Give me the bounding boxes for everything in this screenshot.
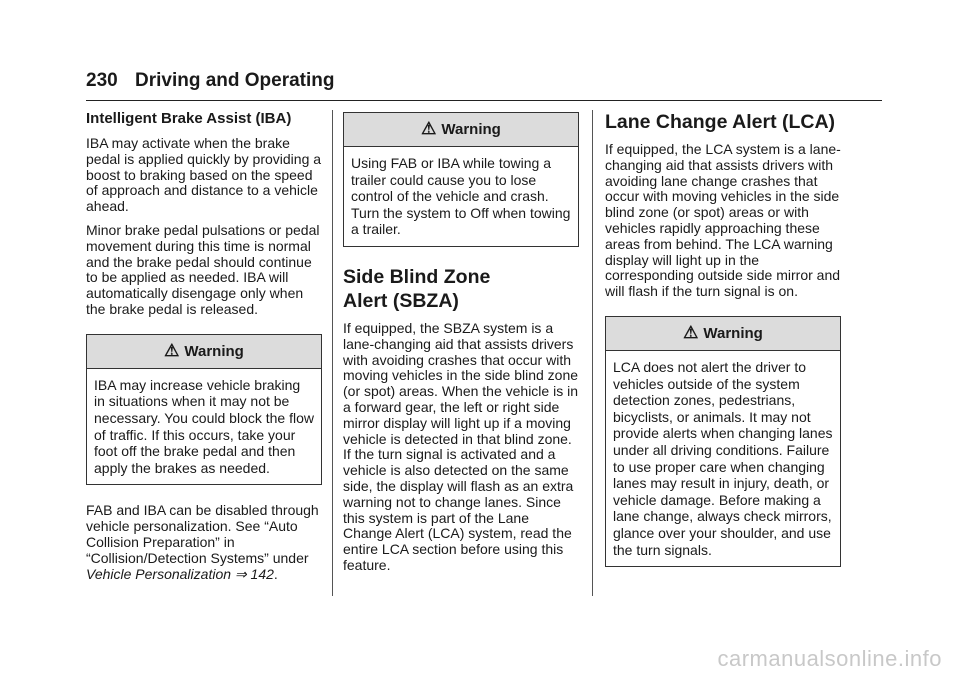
column-2 bbox=[343, 110, 579, 582]
iba-paragraph-2: Minor brake pedal pulsations or pedal movement during this time is normal and the brake pedal should continue to be applied as needed. IBA will automatically disengage only when the brake pedal is released. bbox=[86, 221, 320, 317]
page-arrow-icon: ⇒ bbox=[234, 565, 247, 582]
sbza-heading-line-2: Alert (SBZA) bbox=[343, 289, 459, 312]
page-header bbox=[86, 70, 335, 92]
sbza-heading bbox=[343, 265, 579, 313]
page-number: 230 bbox=[86, 70, 118, 91]
lca-warning-box bbox=[605, 316, 841, 567]
iba-warning-box bbox=[86, 334, 322, 486]
iba-paragraph-1: IBA may activate when the brake pedal is applied quickly by providing a boost to braking based on the speed of approach and distance to a vehicle ahead. bbox=[86, 135, 322, 215]
sbza-heading-line-1: Side Blind Zone bbox=[343, 265, 491, 288]
warning-header bbox=[87, 335, 321, 369]
warning-triangle-icon: ⚠ bbox=[683, 322, 699, 342]
watermark: carmanualsonline.info bbox=[717, 646, 942, 671]
column-1 bbox=[86, 110, 322, 590]
column-3 bbox=[605, 110, 841, 585]
towing-warning-box bbox=[343, 112, 579, 247]
iba-paragraph-3 bbox=[86, 503, 322, 582]
warning-title: Warning bbox=[441, 121, 501, 138]
warning-triangle-icon: ⚠ bbox=[421, 119, 437, 138]
warning-header bbox=[606, 317, 840, 351]
warning-triangle-icon: ⚠ bbox=[164, 340, 180, 360]
column-divider-right bbox=[592, 110, 593, 596]
lca-heading: Lane Change Alert (LCA) bbox=[605, 111, 836, 133]
xref-title: Vehicle Personalization bbox=[86, 565, 232, 582]
warning-body: Using FAB or IBA while towing a trailer could cause you to lose control of the vehicle and crash. Turn the system to Off when towing a trailer. bbox=[351, 155, 571, 238]
header-rule bbox=[86, 100, 882, 101]
vehicle-personalization-link[interactable] bbox=[86, 566, 274, 582]
iba-paragraph-3-end: . bbox=[273, 565, 278, 582]
section-title: Driving and Operating bbox=[134, 70, 335, 91]
iba-paragraph-3-text: FAB and IBA can be disabled through vehicle personalization. See “Auto Collision Preparation” in “Collision/Detection Systems” under bbox=[86, 502, 319, 566]
warning-body: LCA does not alert the driver to vehicles outside of the system detection zones, pedestrians, bicyclists, or animals. It may not provide alerts when changing lanes under all driving conditions. Failure to use proper care when changing lanes may result in injury, death, or vehicle damage. Before making a lane change, always check mirrors, glance over your shoulder, and use the turn signals. bbox=[613, 358, 833, 558]
column-divider-left bbox=[332, 110, 333, 596]
warning-title: Warning bbox=[184, 342, 244, 360]
xref-page: 142 bbox=[250, 565, 274, 582]
warning-header bbox=[344, 113, 578, 147]
sbza-paragraph: If equipped, the SBZA system is a lane-changing aid that assists drivers with avoiding crashes that occur with moving vehicles in the side blind zone (or spot) areas. When the vehicle is in a forward gear, the left or right side mirror display will light up if a moving vehicle is detected in that blind zone. If the turn signal is activated and a vehicle is also detected on the same side, the display will flash as an extra warning not to change lanes. Since this system is part of the Lane Change Alert (LCA) system, read the entire LCA section before using this feature. bbox=[343, 319, 579, 573]
warning-title: Warning bbox=[703, 324, 763, 342]
iba-heading: Intelligent Brake Assist (IBA) bbox=[86, 110, 292, 127]
warning-body: IBA may increase vehicle braking in situations when it may not be necessary. You could block the flow of traffic. If this occurs, take your foot off the brake pedal and then apply the brakes as needed. bbox=[94, 376, 314, 476]
lca-paragraph: If equipped, the LCA system is a lane-changing aid that assists drivers with avoiding lane change crashes that occur with moving vehicles in the side blind zone (or spot) areas or with vehicles rapidly approaching these areas from behind. The LCA warning display will light up in the corresponding outside side mirror and will flash if the turn signal is on. bbox=[605, 141, 841, 300]
